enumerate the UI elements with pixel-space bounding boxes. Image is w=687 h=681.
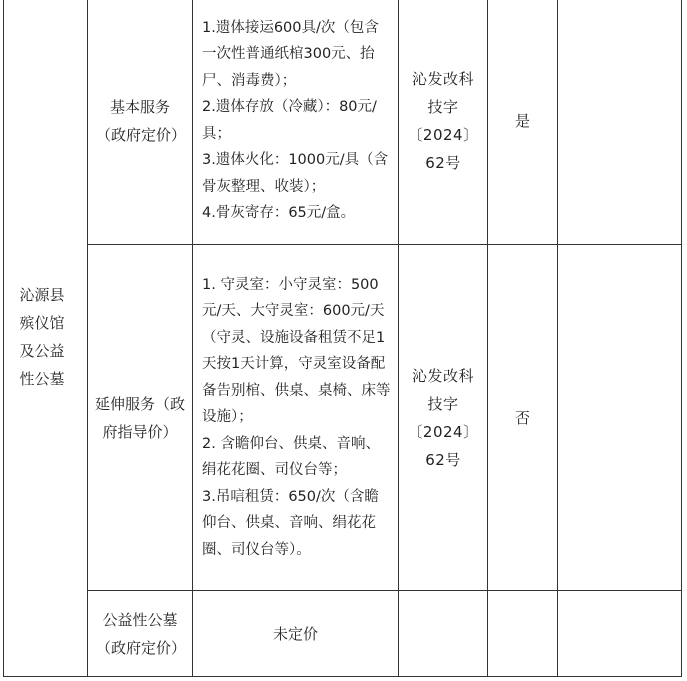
empty-cell [558,245,682,591]
fee-item: 3.吊唁租赁：650/次（含瞻仰台、供桌、音响、绢花花圈、司仪台等）。 [202,488,379,558]
entity-cell [4,0,88,677]
service-type: 延伸服务（政府指导价） [94,394,185,441]
fee-item: 2. 含瞻仰台、供桌、音响、绢花花圈、司仪台等； [202,435,380,479]
document-number: 沁发改科技字〔2024〕62号 [407,366,479,469]
service-type: 公益性公墓（政府定价） [96,610,187,657]
table-row [4,591,682,677]
table-row [4,0,682,245]
flag-value: 是 [514,111,530,130]
fee-table [3,0,682,677]
service-type-cell [88,0,193,245]
empty-cell [558,591,682,677]
fee-items-cell [193,0,399,245]
table-row [4,245,682,591]
fee-item: 未定价 [272,624,318,643]
document-number-cell [399,591,488,677]
fee-item: 3.遗体火化：1000元/具（含骨灰整理、收装）； [202,152,389,195]
flag-cell [488,245,558,591]
fee-items-cell [193,245,399,591]
document-number-cell [399,0,488,245]
fee-item: 2.遗体存放（冷藏）：80元/具； [202,99,377,142]
document-number: 沁发改科技字〔2024〕62号 [407,69,479,172]
flag-cell [488,0,558,245]
flag-value: 否 [514,408,530,427]
fee-item: 4.骨灰寄存：65元/盒。 [202,205,356,221]
entity-name: 沁源县殡仪馆及公益性公墓 [19,285,65,388]
service-type-cell [88,591,193,677]
fee-item: 1.遗体接运600具/次（包含一次性普通纸棺300元、抬尸、消毒费）； [202,19,379,89]
flag-cell [488,591,558,677]
empty-cell [558,0,682,245]
service-type: 基本服务（政府定价） [96,97,187,144]
fee-items-cell [193,591,399,677]
document-number-cell [399,245,488,591]
fee-item: 1. 守灵室：小守灵室：500元/天、大守灵室：600元/天（守灵、设施设备租赁不足1天按1天计算，守灵室设备配备告别棺、供桌、桌椅、床等设施）； [202,276,391,426]
service-type-cell [88,245,193,591]
